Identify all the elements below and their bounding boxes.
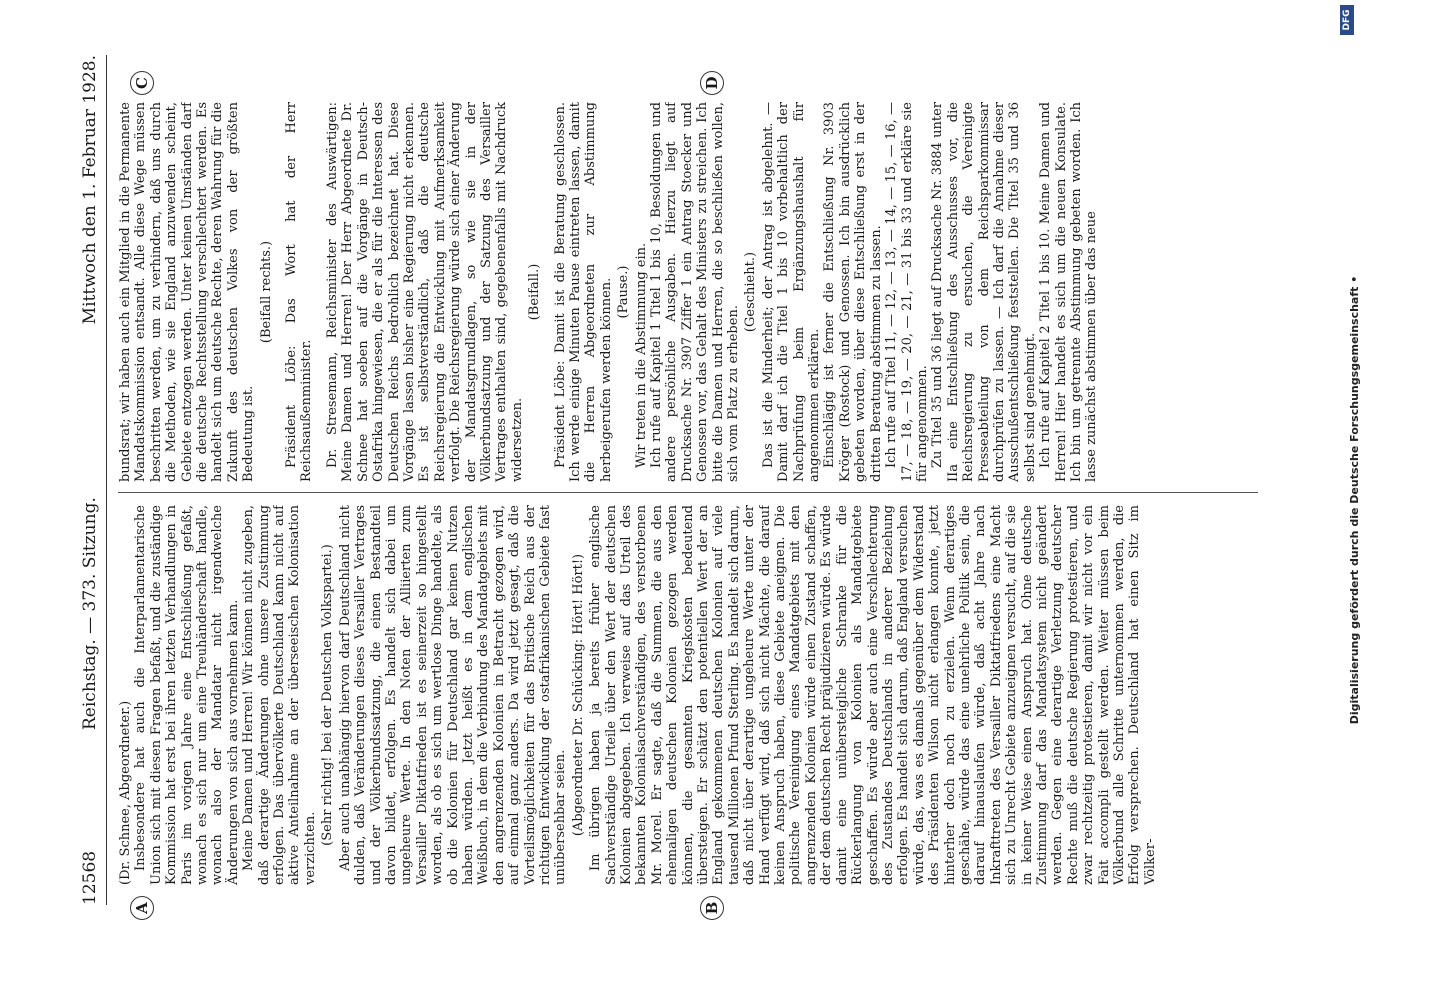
interjection: (Beifall rechts.) bbox=[258, 240, 274, 344]
speaker-line: (Dr. Schnee, Abgeordneter.) bbox=[118, 700, 133, 885]
paragraph: Meine Damen und Herren! Wir können nicht zugeben, daß derartige Änderungen ohne unsere Zustimmung erfolgen. Das übervölkerte Deutschland kann nicht auf aktive Anteilnahme an der überseeischen Kolonisation verzichten. bbox=[241, 505, 318, 885]
digitization-note: Digitalisierung gefördert durch die Deutsche Forschungsgemeinschaft • bbox=[1348, 275, 1361, 725]
dfg-logo: DFG bbox=[1340, 5, 1354, 35]
paragraph: Zu Titel 35 und 36 liegt auf Drucksache Nr. 3884 unter IIa eine Entschließung des Ausschusses vor, die Reichsregierung zu ersuchen, die Vereinigte Presseabteilung von dem Reichsparkommissar durchprüfen zu lassen. — Ich darf die Annahme dieser Ausschußentschließung feststellen. Die Titel 35 und 36 selbst sind genehmigt. bbox=[930, 102, 1038, 482]
president-statement: Präsident Löbe: Das Wort hat der Herr Reichsaußenminister. bbox=[284, 102, 315, 482]
session-date: Mittwoch den 1. Februar 1928. bbox=[80, 55, 100, 325]
interjection: (Abgeordneter Dr. Schücking: Hört! Hört!) bbox=[570, 553, 586, 837]
margin-marker-a: A bbox=[130, 896, 154, 920]
digitization-sidebar bbox=[1310, 0, 1410, 1000]
paragraph: Ich rufe auf Kapitel 1 Titel 1 bis 10, Besoldungen und andere persönliche Ausgaben. Hierzu liegt auf Drucksache Nr. 3907 Ziffer 1 ein Antrag Stoecker und Genossen vor, das Gehalt des Ministers zu streichen. Ich bitte die Damen und Herren, die so beschließen wollen, sich vom Platz zu erheben. bbox=[649, 102, 742, 482]
paragraph: Insbesondere hat auch die Interparlamentarische Union sich mit diesen Fragen befaßt, und die zuständige Kommission hat erst bei ihren letzten Verhandlungen in Paris im vorigen Jahre eine Entschließung gefaßt, wonach es sich nur um eine Treuhänderschaft handle, wonach also der Mandatar nicht irgendwelche Änderungen von sich aus vornehmen kann. bbox=[133, 505, 241, 885]
paragraph: Ich rufe auf Kapitel 2 Titel 1 bis 10. Meine Damen und Herren! Hier handelt es sich um die neuen Konsulate. Ich bin um getrennte Abstimmung gebeten worden. Ich lasse zunächst abstimmen über das neue bbox=[1038, 102, 1100, 482]
paragraph: Wir treten in die Abstimmung ein. bbox=[633, 242, 649, 468]
paragraph: Das ist die Minderheit; der Antrag ist abgelehnt. — Damit darf ich die Titel 1 bis 10 vorbehaltlich der Nachprüfung beim Ergänzungshaushalt für angenommen erklären. bbox=[760, 102, 823, 482]
margin-marker-b: B bbox=[700, 896, 724, 920]
paragraph: Einschlägig ist ferner die Entschließung Nr. 3903 Kröger (Rostock) und Genossen. Ich bin ausdrücklich gebeten worden, über diese Entschließung erst in der dritten Beratung abstimmen zu lassen. bbox=[822, 102, 884, 482]
page-number: 12568 bbox=[80, 850, 100, 905]
right-column bbox=[118, 102, 1258, 482]
minister-speech: Dr. Stresemann, Reichsminister des Auswärtigen: Meine Damen und Herren! Der Herr Abgeordnete Dr. Schnee hat soeben auf die Vorgänge in Deutsch-Ostafrika hingewiesen, die er als für die Interessen des Deutschen Reichs bedrohlich bezeichnet hat. Diese Vorgänge lassen bisher eine Regierung nicht erkennen. Es ist selbstverständlich, daß die deutsche Reichsregierung die Entwicklung mit Aufmerksamkeit verfolgt. Die Reichsregierung würde sich einer Änderung der Mandatsgrundlagen, so wie sie in der Völkerbundsatzung und der Satzung des Versailler Vertrages enthalten sind, gegebenenfalls mit Nachdruck widersetzen. bbox=[324, 102, 525, 482]
interjection: (Beifall.) bbox=[527, 263, 543, 321]
left-column bbox=[118, 505, 1258, 885]
paragraph: Aber auch unabhängig hiervon darf Deutschland nicht dulden, daß Veränderungen dieses Versailler Vertrages und der Völkerbundssatzung, die einen Bestandteil davon bildet, erfolgen. Es handelt sich dabei um ungeheure Werte. In den Noten der Alliierten zum Versailler Diktatfrieden ist es seinerzeit so hingestellt worden, als ob es sich um wertlose Dinge handelte, als ob die Kolonien für Deutschland gar keinen Nutzen haben würden. Jetzt heißt es in dem englischen Weißbuch, in dem die Verbindung des Mandatgebiets mit den angrenzenden Kolonien in Betracht gezogen wird, auf einmal ganz anders. Da wird jetzt gesagt, daß die Vorteilsmöglichkeiten für das Britische Reich aus der richtigen Entwicklung der ostafrikanischen Gebiete fast unübersehbar seien. bbox=[337, 505, 569, 885]
session-title: Reichstag. — 373. Sitzung. bbox=[80, 497, 100, 730]
interjection: (Sehr richtig! bei der Deutschen Volkspartei.) bbox=[320, 544, 336, 846]
paragraph: Ich rufe auf Titel 11, — 12, — 13, — 14, — 15, — 16, — 17, — 18, — 19, — 20, — 21, — 31 bis 33 und erkläre sie für angenommen. bbox=[884, 102, 930, 482]
president-statement: Präsident Löbe: Damit ist die Beratung geschlossen. Ich werde einige Minuten Pause eintreten lassen, damit die Herren Abgeordneten zur Abstimmung herbeigerufen werden können. bbox=[552, 102, 614, 482]
margin-marker-c: C bbox=[130, 71, 154, 95]
interjection: (Geschieht.) bbox=[743, 251, 759, 333]
column-divider bbox=[118, 492, 1258, 493]
paragraph: bundsrat; wir haben auch ein Mitglied in die Permanente Mandatskommission entsandt. Alle diese Wege müssen beschritten werden, um zu verhindern, daß uns durch die Methoden, wie sie England anzuwenden scheint, Gebiete entzogen werden. Unter keinen Umständen darf die deutsche Rechtsstellung verschlechtert werden. Es handelt sich um deutsche Rechte, deren Wahrung für die Zukunft des deutschen Volkes von der größten Bedeutung ist. bbox=[118, 102, 257, 482]
interjection: (Pause.) bbox=[616, 265, 632, 319]
paragraph: Im übrigen haben ja bereits früher englische Sachverständige Urteile über den Wert der deutschen Kolonien abgegeben. Ich verweise auf das Urteil des bekannten Kolonialsachverständigen, des verstorbenen Mr. Morel. Er sagte, daß die Summen, die aus den ehemaligen deutschen Kolonien gezogen werden können, die gesamten Kriegskosten bedeutend übersteigen. Er schätzt den potentiellen Wert der an England gekommenen deutschen Kolonien auf viele tausend Millionen Pfund Sterling. Es handelt sich darum, daß nicht über derartige ungeheure Werte unter der Hand verfügt wird, daß sich nicht Mächte, die darauf keinen Anspruch haben, diese Gebiete aneignen. Die politische Vereinigung eines Mandatgebiets mit den angrenzenden Kolonien würde einen Zustand schaffen, der dem deutschen Recht präjudizieren würde. Es würde damit eine unübersteigliche Schranke für die Rückerlangung von Kolonien als Mandatgebiete geschaffen. Es würde aber auch eine Verschlechterung des Zustandes Deutschlands in anderer Beziehung erfolgen. Es handelt sich darum, daß England versuchen würde, das, was es damals gegenüber dem Widerstand des Präsidenten Wilson nicht erlangen konnte, jetzt hinterher doch noch zu erzielen. Wenn derartiges geschähe, würde das eine unehrliche Politik sein, die darauf hinauslaufen würde, daß acht Jahre nach Inkrafttreten des Versailler Diktatfriedens eine Macht sich zu Unrecht Gebiete anzueignen versucht, auf die sie in keiner Weise einen Anspruch hat. Ohne deutsche Zustimmung darf das Mandatsystem nicht geändert werden. Gegen eine derartige Verletzung deutscher Rechte muß die deutsche Regierung protestieren, und zwar rechtzeitig protestieren, damit wir nicht vor ein Fait accompli gestellt werden. Weiter müssen beim Völkerbund alle Schritte unternommen werden, die Erfolg versprechen. Deutschland hat einen Sitz im Völker- bbox=[588, 505, 1158, 885]
margin-marker-d: D bbox=[700, 71, 724, 95]
page-header bbox=[78, 55, 107, 905]
